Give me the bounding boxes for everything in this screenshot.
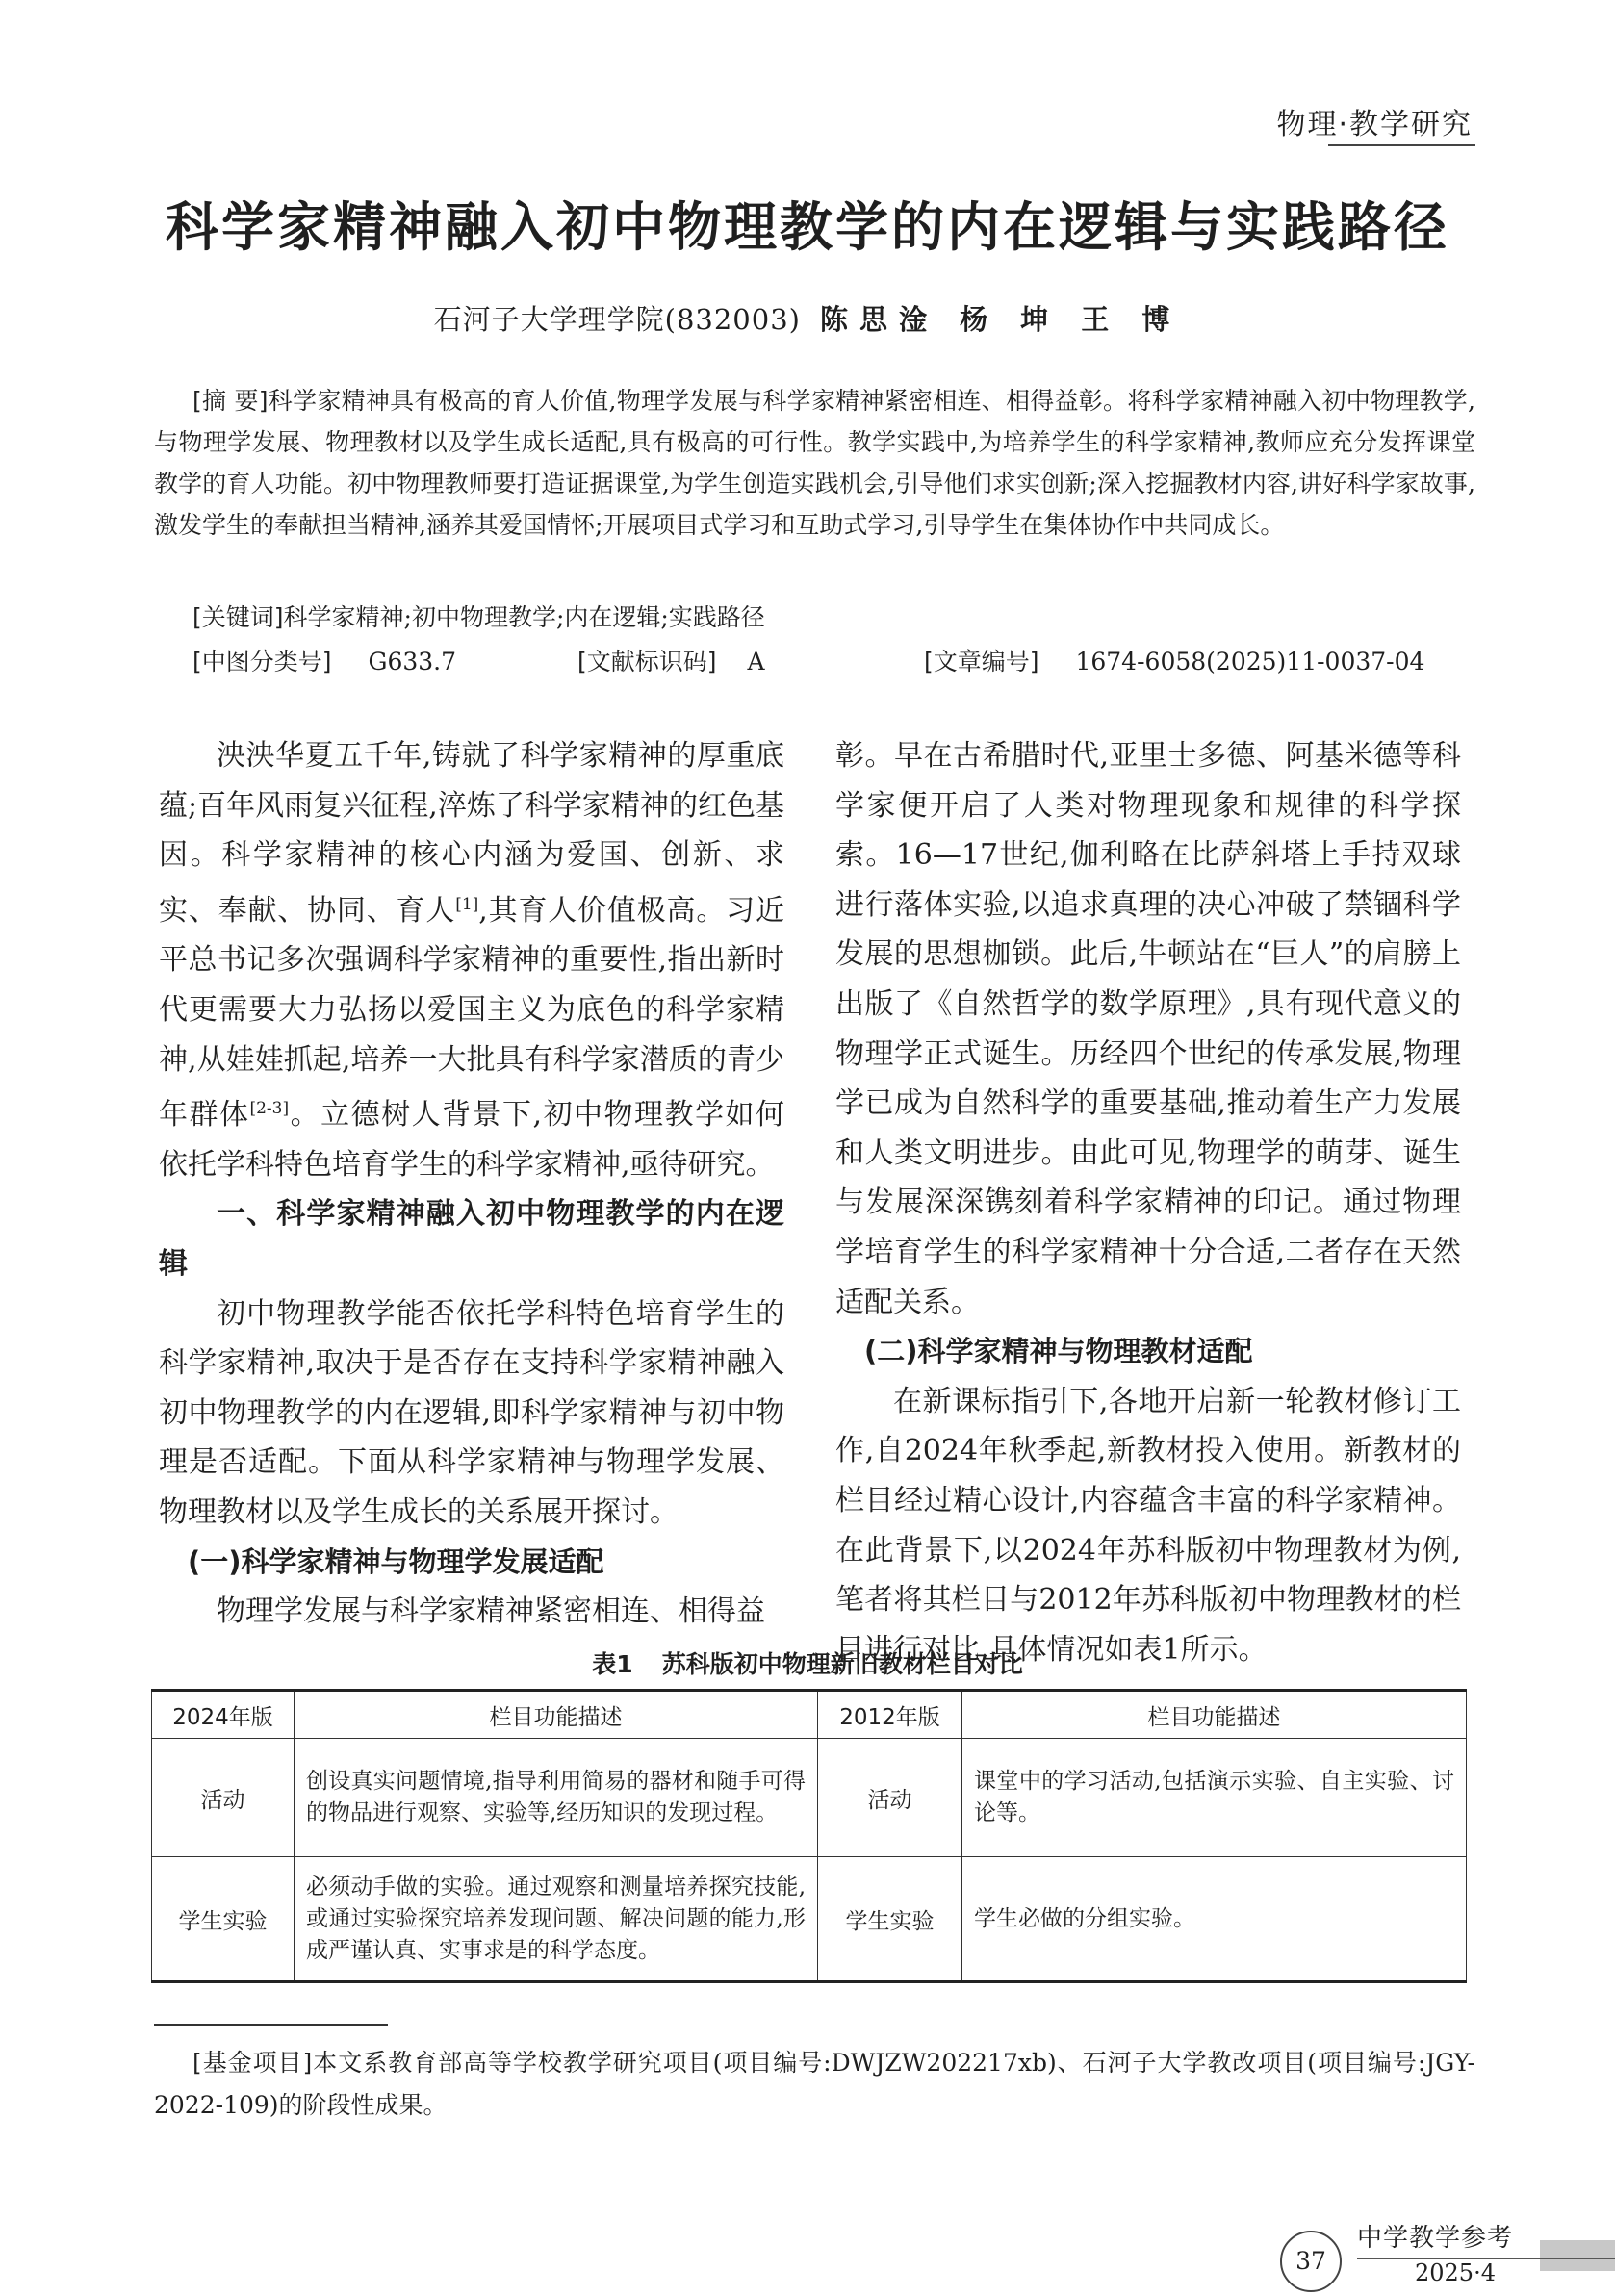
- table-cell: 必须动手做的实验。通过观察和测量培养探究技能,或通过实验探究培养发现问题、解决问题的能力,形成严谨认真、实事求是的科学态度。: [295, 1857, 818, 1982]
- table-cell: 课堂中的学习活动,包括演示实验、自主实验、讨论等。: [962, 1739, 1467, 1857]
- abstract-text: 科学家精神具有极高的育人价值,物理学发展与科学家精神紧密相连、相得益彰。将科学家精神融入初中物理教学,与物理学发展、物理教材以及学生成长适配,具有极高的可行性。教学实践中,为培养学生的科学家精神,教师应充分发挥课堂教学的育人功能。初中物理教师要打造证据课堂,为学生创造实践机会,引导他们求实创新;深入挖掘教材内容,讲好科学家故事,激发学生的奉献担当精神,涵养其爱国情怀;开展项目式学习和互助式学习,引导学生在集体协作中共同成长。: [154, 387, 1475, 539]
- text-run: 泱泱华夏五千年,铸就了科学家精神的厚重底蕴;百年风雨复兴征程,淬炼了科学家精神的红色基因。科学家精神的核心内涵为爱国、创新、求实、奉献、协同、育人: [159, 739, 784, 928]
- table-caption: [0, 1645, 1615, 1680]
- abstract: [154, 380, 1475, 546]
- table-cell: 创设真实问题情境,指导利用简易的器材和随手可得的物品进行观察、实验等,经历知识的发现过程。: [295, 1739, 818, 1857]
- article-no-label: [文章编号]: [924, 648, 1039, 676]
- section-header: 物理·教学研究: [1276, 108, 1473, 141]
- doc-id-value: A: [747, 648, 765, 676]
- body-column-right: [835, 731, 1461, 1674]
- table-header-cell: 栏目功能描述: [962, 1691, 1467, 1739]
- article-no-value: 1674-6058(2025)11-0037-04: [1075, 648, 1425, 676]
- table-cell: 活动: [818, 1739, 962, 1857]
- text-run: 。立德树人背景下,初中物理教学如何依托学科特色培育学生的科学家精神,亟待研究。: [159, 1098, 785, 1182]
- section-heading-1: 一、科学家精神融入初中物理教学的内在逻辑: [159, 1197, 784, 1281]
- paragraph: 彰。早在古希腊时代,亚里士多德、阿基米德等科学家便开启了人类对物理现象和规律的科学探索。16—17世纪,伽利略在比萨斜塔上手持双球进行落体实验,以追求真理的决心冲破了禁锢科学发展的思想枷锁。此后,牛顿站在“巨人”的肩膀上出版了《自然哲学的数学原理》,具有现代意义的物理学正式诞生。历经四个世纪的传承发展,物理学已成为自然科学的重要基础,推动着生产力发展和人类文明进步。由此可见,物理学的萌芽、诞生与发展深深镌刻着科学家精神的印记。通过物理学培育学生的科学家精神十分合适,二者存在天然适配关系。: [835, 739, 1461, 1319]
- paragraph: 初中物理教学能否依托学科特色培育学生的科学家精神,取决于是否存在支持科学家精神融入初中物理教学的内在逻辑,即科学家精神与初中物理是否适配。下面从科学家精神与物理学发展、物理教材以及学生成长的关系展开探讨。: [159, 1296, 784, 1529]
- clc-value: G633.7: [368, 648, 457, 676]
- table-header-row: [152, 1691, 1467, 1739]
- citation: [2-3]: [249, 1099, 290, 1119]
- comparison-table: [151, 1689, 1467, 1983]
- clc-label: [中图分类号]: [192, 648, 332, 676]
- paragraph: 在新课标指引下,各地开启新一轮教材修订工作,自2024年秋季起,新教材投入使用。新教材的栏目经过精心设计,内容蕴含丰富的科学家精神。在此背景下,以2024年苏科版初中物理教材为例,笔者将其栏目与2012年苏科版初中物理教材的栏目进行对比,具体情况如表1所示。: [835, 1384, 1461, 1667]
- issue-date: 2025·4: [1415, 2259, 1496, 2286]
- footnote-text: 本文系教育部高等学校教学研究项目(项目编号:DWJZW202217xb)、石河子大学教改项目(项目编号:JGY-2022-109)的阶段性成果。: [154, 2049, 1475, 2119]
- header-rule: [1328, 144, 1475, 146]
- table-cell: 活动: [152, 1739, 295, 1857]
- table-header-cell: 2012年版: [818, 1691, 962, 1739]
- keywords-text: 科学家精神;初中物理教学;内在逻辑;实践路径: [283, 603, 765, 631]
- paragraph: 物理学发展与科学家精神紧密相连、相得益: [217, 1594, 765, 1629]
- table-cell: 学生实验: [818, 1857, 962, 1982]
- journal-name: 中学教学参考: [1357, 2224, 1514, 2253]
- keywords-label: [关键词]: [192, 603, 284, 631]
- authors: 陈思淦 杨 坤 王 博: [819, 303, 1182, 336]
- table-cell: 学生必做的分组实验。: [962, 1857, 1467, 1982]
- footer-decoration: [1540, 2240, 1615, 2271]
- page-number: 37: [1280, 2231, 1342, 2292]
- paragraph: [159, 731, 784, 1189]
- subsection-heading-1: (一)科学家精神与物理学发展适配: [188, 1544, 604, 1578]
- table-cell: 学生实验: [152, 1857, 295, 1982]
- author-line: [0, 298, 1615, 338]
- table-header-cell: 2024年版: [152, 1691, 295, 1739]
- doc-id-label: [文献标识码]: [577, 648, 717, 676]
- table-row: [152, 1857, 1467, 1982]
- keywords: [192, 599, 1475, 633]
- body-column-left: [159, 731, 784, 1637]
- footnote-label: [基金项目]: [192, 2049, 313, 2077]
- footnote-rule: [154, 2024, 388, 2026]
- table-row: [152, 1739, 1467, 1857]
- citation: [1]: [455, 894, 479, 914]
- table-number: 表1: [592, 1650, 633, 1678]
- abstract-label: [摘 要]: [192, 387, 269, 415]
- article-title: 科学家精神融入初中物理教学的内在逻辑与实践路径: [165, 196, 1449, 258]
- table-title: 苏科版初中物理新旧教材栏目对比: [661, 1650, 1023, 1678]
- text-run: ,其育人价值极高。习近平总书记多次强调科学家精神的重要性,指出新时代更需要大力弘扬以爱国主义为底色的科学家精神,从娃娃抓起,培养一大批具有科学家潜质的青少年群体: [159, 893, 784, 1133]
- funding-footnote: [154, 2042, 1475, 2127]
- subsection-heading-2: (二)科学家精神与物理教材适配: [864, 1335, 1253, 1368]
- classification-line: [192, 643, 1482, 677]
- affiliation: 石河子大学理学院(832003): [433, 303, 801, 336]
- table-header-cell: 栏目功能描述: [295, 1691, 818, 1739]
